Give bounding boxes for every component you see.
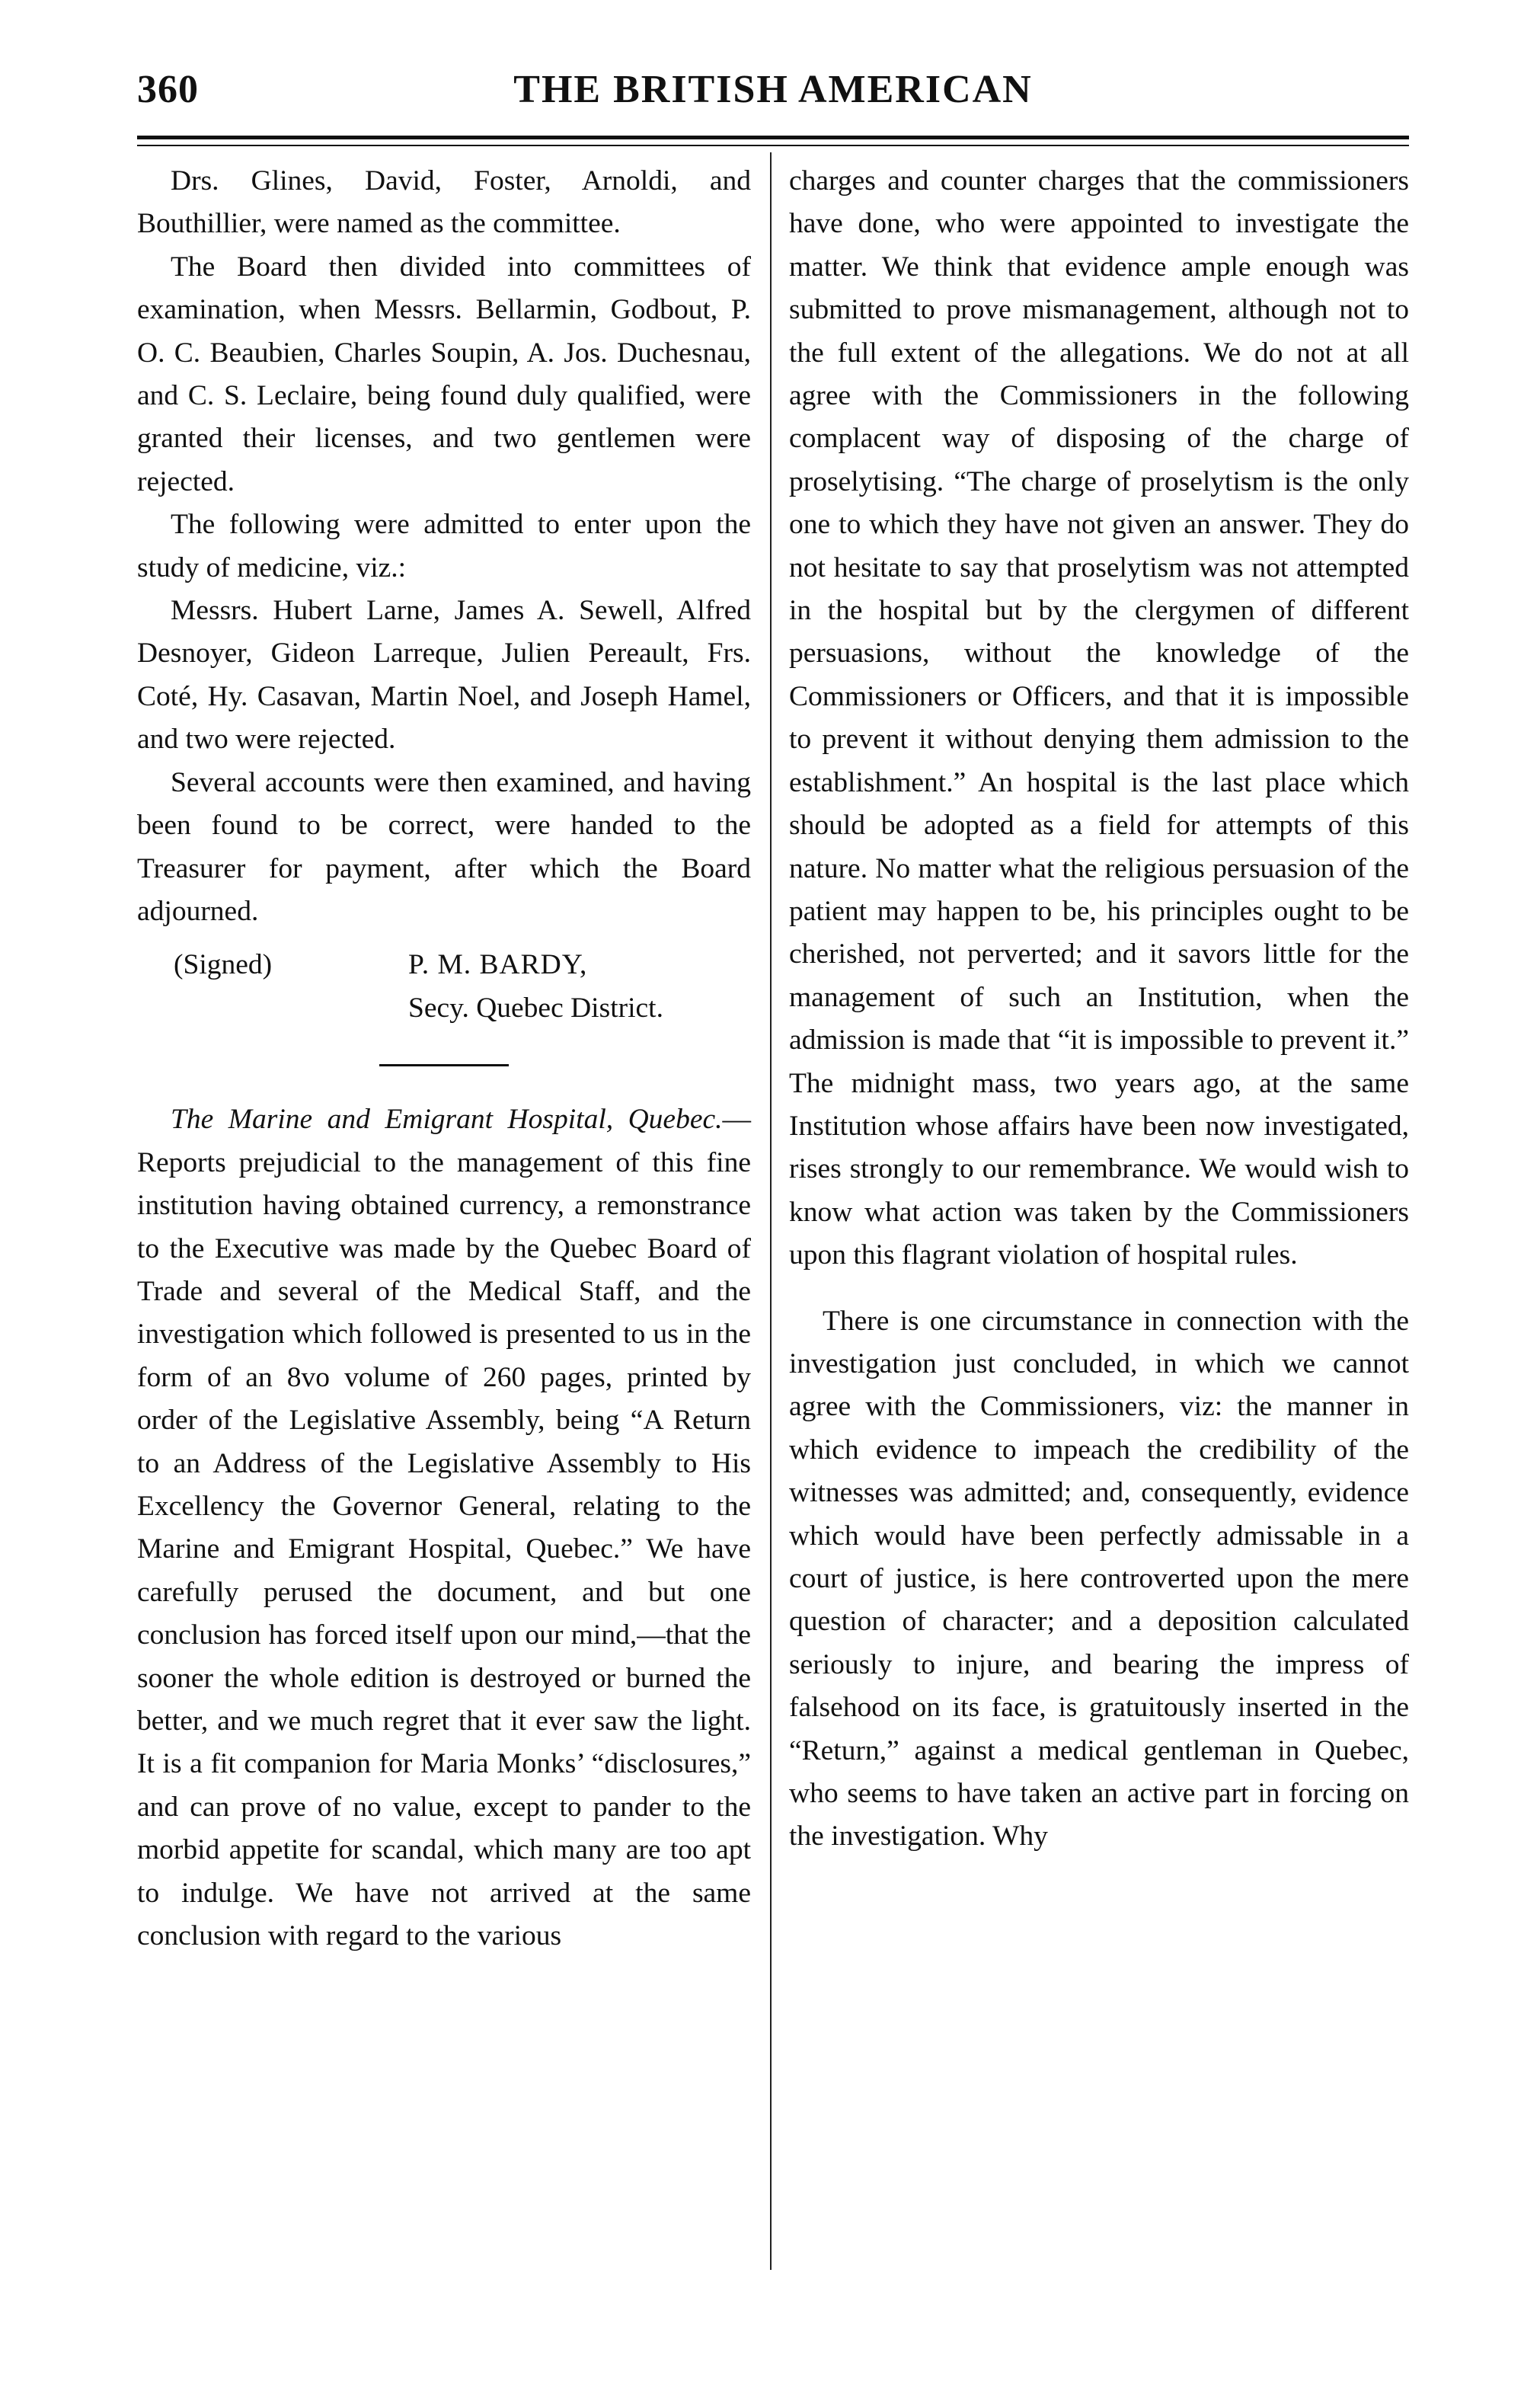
page-number: 360 bbox=[137, 68, 199, 111]
paragraph-gap bbox=[789, 1277, 1409, 1300]
left-column bbox=[137, 160, 751, 1958]
paragraph-circumstance: There is one circumstance in connection with the investigation just concluded, in which we cannot agree with the Commissioners, viz: the manner in which evidence to impeach the credibility of the witnesses was admitted; and, consequently, evidence which would have been perfectly admissable in a court of justice, is here controverted upon the mere question of character; and a deposition calculated seriously to injure, and bearing the impress of falsehood on its face, is gratuitously inserted in the “Return,” against a medical gentleman in Quebec, who seems to have taken an active part in forcing on the investigation. Why bbox=[789, 1305, 1409, 1852]
paragraph-charges: charges and counter charges that the commissioners have done, who were appointed to investigate the matter. We think that evidence ample enough was submitted to prove mismanagement, although not to the full extent of the allegations. We do not at all agree with the Commissioners in the following complacent way of disposing of the charge of proselytising. “The charge of proselytism is the only one to which they have not given an answer. They do not hesitate to say that proselytism was not attempted in the hospital but by the clergymen of different persuasions, without the knowledge of the Commissioners or Officers, and that it is impossible to prevent it without denying them admission to the establishment.” An hospital is the last place which should be adopted as a field for attempts of this nature. No matter what the religious persuasion of the patient may happen to be, his principles ought to be cherished, not perverted; and it savors little for the management of such an Institution, when the admission is made that “it is impossible to prevent it.” The midnight mass, two years ago, at the same Institution whose affairs have been now investigated, rises strongly to our remembrance. We would wish to know what action was taken by the Commissioners upon this flagrant violation of hospital rules. bbox=[789, 165, 1409, 1271]
signature-label: (Signed) bbox=[174, 949, 273, 981]
paragraph-admitted-intro: The following were admitted to enter upon the study of medicine, viz.: bbox=[137, 509, 751, 583]
header-rule bbox=[137, 136, 1409, 139]
page-header bbox=[137, 67, 1409, 128]
running-title: THE BRITISH AMERICAN bbox=[513, 68, 1033, 111]
hospital-text: —Reports prejudicial to the management of this fine institution having obtained currency, a remonstrance to the Executive was made by the Quebec Board of Trade and several of the Medical Staff, and the investigation which followed is presented to us in the form of an 8vo volume of 260 pages, printed by order of the Legislative Assembly, being “A Return to an Address of the Legislative Assembly to His Excellency the Governor General, relating to the Marine and Emigrant Hospital, Quebec.” We have carefully perused the document, and but one conclusion has forced itself upon our mind,—that the sooner the whole edition is destroyed or burned the better, and we much regret that it ever saw the light. It is a fit companion for Maria Monks’ “disclosures,” and can prove of no value, except to pander to the morbid appetite for scandal, which many are too apt to indulge. We have not arrived at the same conclusion with regard to the various bbox=[137, 1104, 751, 1952]
signature-title: Secy. Quebec District. bbox=[408, 993, 663, 1024]
column-divider bbox=[770, 152, 772, 2270]
paragraph-admitted-names: Messrs. Hubert Larne, James A. Sewell, Alfred Desnoyer, Gideon Larreque, Julien Pereault, Frs. Coté, Hy. Casavan, Martin Noel, and Joseph Hamel, and two were rejected. bbox=[137, 595, 751, 756]
signature-name: P. M. BARDY, bbox=[408, 949, 588, 981]
signature-block bbox=[137, 944, 751, 1034]
paragraph-hospital bbox=[137, 1098, 751, 1958]
hospital-heading: The Marine and Emigrant Hospital, Quebec. bbox=[171, 1104, 723, 1136]
header-rule-thin bbox=[137, 145, 1409, 146]
section-divider-rule bbox=[379, 1064, 509, 1066]
paragraph-accounts: Several accounts were then examined, and having been found to be correct, were handed to the Treasurer for payment, after which the Board adjourned. bbox=[137, 766, 751, 927]
paragraph-committee: Drs. Glines, David, Foster, Arnoldi, and Bouthillier, were named as the committee. bbox=[137, 165, 751, 240]
right-column bbox=[789, 160, 1409, 1859]
paragraph-licenses: The Board then divided into committees of examination, when Messrs. Bellarmin, Godbout, P. O. C. Beaubien, Charles Soupin, A. Jos. Duchesnau, and C. S. Leclaire, being found duly qualified, were granted their licenses, and two gentlemen were rejected. bbox=[137, 251, 751, 497]
